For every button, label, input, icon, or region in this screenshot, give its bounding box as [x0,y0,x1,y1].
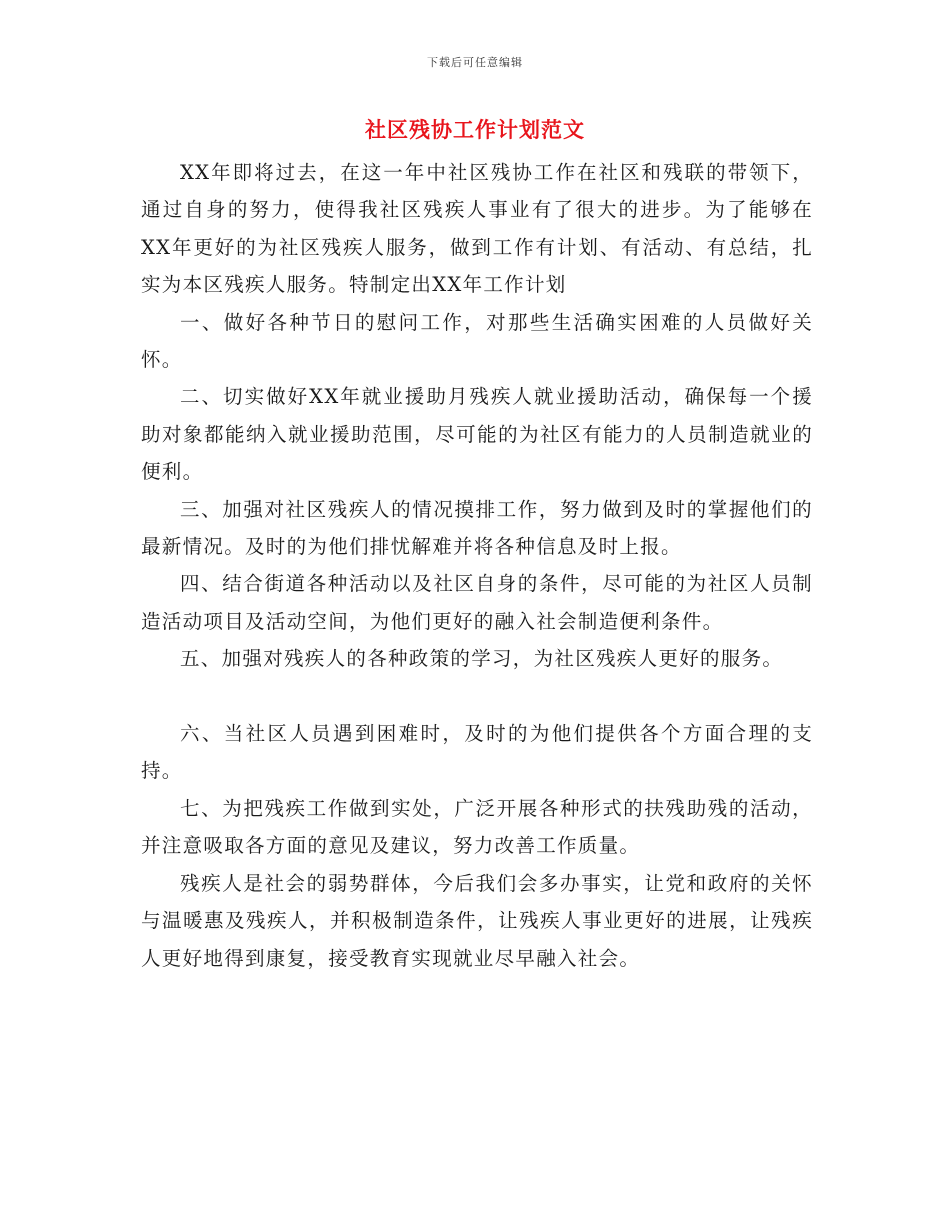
paragraph-item-7: 七、为把残疾工作做到实处，广泛开展各种形式的扶残助残的活动，并注意吸取各方面的意见及建议，努力改善工作质量。 [141,796,813,858]
paragraph-item-1: 一、做好各种节日的慰问工作，对那些生活确实困难的人员做好关怀。 [141,310,813,372]
paragraph-item-4: 四、结合街道各种活动以及社区自身的条件，尽可能的为社区人员制造活动项目及活动空间，为他们更好的融入社会制造便利条件。 [141,572,813,633]
paragraph-item-2: 二、切实做好XX年就业援助月残疾人就业援助活动，确保每一个援助对象都能纳入就业援助范围，尽可能的为社区有能力的人员制造就业的便利。 [141,385,813,484]
paragraph-item-3: 三、加强对社区残疾人的情况摸排工作，努力做到及时的掌握他们的最新情况。及时的为他们排忧解难并将各种信息及时上报。 [141,497,813,559]
document-title: 社区残协工作计划范文 [365,117,585,142]
page-header-note: 下载后可任意编辑 [427,56,523,69]
blank-line [141,678,813,715]
paragraph-conclusion: 残疾人是社会的弱势群体，今后我们会多办事实，让党和政府的关怀与温暖惠及残疾人，并积极制造条件，让残疾人事业更好的进展，让残疾人更好地得到康复，接受教育实现就业尽早融入社会。 [141,871,813,970]
paragraph-intro: XX年即将过去，在这一年中社区残协工作在社区和残联的带领下，通过自身的努力，使得我社区残疾人事业有了很大的进步。为了能够在XX年更好的为社区残疾人服务，做到工作有计划、有活动、有总结，扎实为本区残疾人服务。特制定出XX年工作计划 [141,161,813,297]
paragraph-item-5: 五、加强对残疾人的各种政策的学习，为社区残疾人更好的服务。 [180,647,784,671]
paragraph-item-6: 六、当社区人员遇到困难时，及时的为他们提供各个方面合理的支持。 [141,722,813,783]
document-body [141,154,813,977]
